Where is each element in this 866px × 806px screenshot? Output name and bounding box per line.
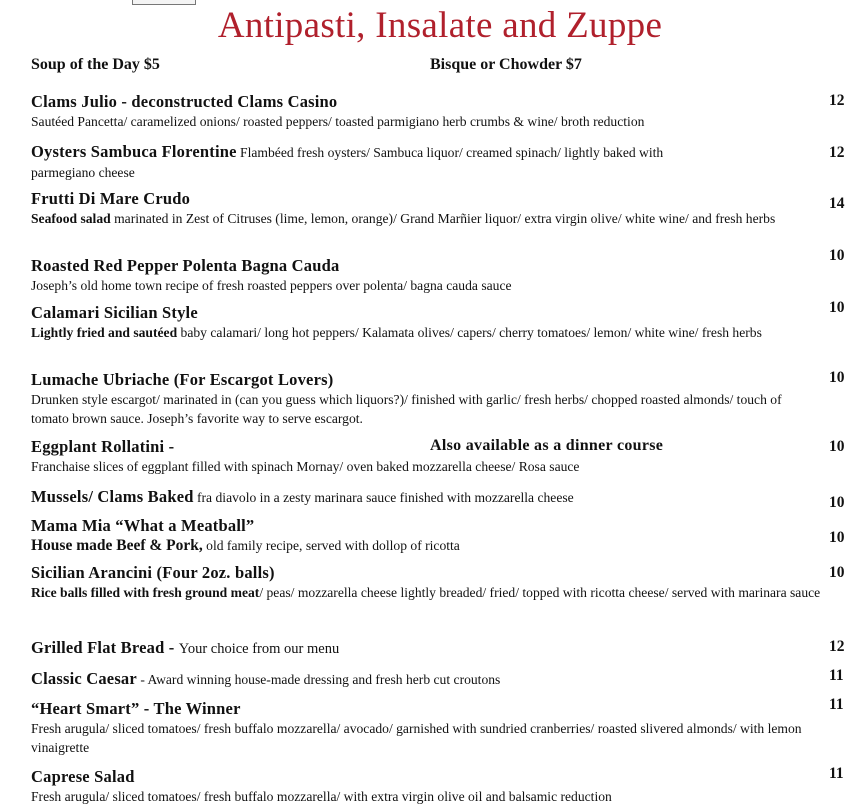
item-desc: Fresh arugula/ sliced tomatoes/ fresh buffalo mozzarella/ avocado/ garnished with sundried cranberries/ roasted slivered almonds/ with lemon vinaigrette: [31, 721, 802, 755]
item-price: 12: [829, 144, 845, 161]
item-price: 11: [829, 696, 844, 713]
item-price: 10: [829, 299, 845, 316]
item-price: 11: [829, 667, 844, 684]
item-name: Calamari Sicilian Style: [31, 303, 198, 322]
item-price: 11: [829, 765, 844, 782]
item-name: Lumache Ubriache (For Escargot Lovers): [31, 370, 334, 389]
item-desc: Joseph’s old home town recipe of fresh roasted peppers over polenta/ bagna cauda sauce: [31, 278, 512, 293]
item-price: 10: [829, 438, 845, 455]
item-name: Mama Mia “What a Meatball”: [31, 516, 255, 535]
item-inline-desc: Flambéed fresh oysters/ Sambuca liquor/ creamed spinach/ lightly baked with: [236, 145, 664, 160]
item-desc: Fresh arugula/ sliced tomatoes/ fresh buffalo mozzarella/ with extra virgin olive oil and balsamic reduction: [31, 789, 612, 804]
item-name: Eggplant Rollatini -: [31, 437, 175, 456]
item-price: 10: [829, 564, 845, 581]
item-price: 10: [829, 247, 845, 264]
item-name: Mussels/ Clams Baked: [31, 487, 194, 506]
item-desc: Drunken style escargot/ marinated in (can you guess which liquors?)/ finished with garlic/ fresh herbs/ chopped roasted almonds/ touch of tomato brown sauce. Joseph’s favorite way to serve escargot.: [31, 392, 782, 426]
page-title: Antipasti, Insalate and Zuppe: [217, 5, 663, 46]
item-inline-desc: fra diavolo in a zesty marinara sauce finished with mozzarella cheese: [193, 490, 574, 505]
item-desc: marinated in Zest of Citruses (lime, lemon, orange)/ Grand Marñier liquor/ extra virgin olive/ white wine/ and fresh herbs: [110, 211, 776, 226]
item-name: Clams Julio - deconstructed Clams Casino: [31, 92, 338, 111]
item-name: Oysters Sambuca Florentine: [31, 142, 237, 161]
item-name: Roasted Red Pepper Polenta Bagna Cauda: [31, 256, 340, 275]
item-name: “Heart Smart” - The Winner: [31, 699, 241, 718]
item-desc: Franchaise slices of eggplant filled with spinach Mornay/ oven baked mozzarella cheese/ Rosa sauce: [31, 459, 580, 474]
item-price: 12: [829, 638, 845, 655]
item-inline-desc: - Award winning house-made dressing and fresh herb cut croutons: [136, 672, 501, 687]
item-desc: baby calamari/ long hot peppers/ Kalamata olives/ capers/ cherry tomatoes/ lemon/ white wine/ fresh herbs: [177, 325, 762, 340]
item-name: Classic Caesar: [31, 669, 137, 688]
item-name: Frutti Di Mare Crudo: [31, 189, 191, 208]
item-price: 10: [829, 494, 845, 511]
menu-item-eggplant-rollatini: [31, 437, 831, 476]
item-name: Grilled Flat Bread -: [31, 638, 179, 657]
menu-item-heart-smart: [31, 699, 831, 757]
item-price: 10: [829, 529, 845, 546]
menu-item-calamari: [31, 303, 831, 342]
menu-item-lumache: [31, 370, 831, 428]
bisque-or-chowder: Bisque or Chowder $7: [430, 56, 582, 73]
item-price: 10: [829, 369, 845, 386]
item-aside: Also available as a dinner course: [430, 437, 664, 454]
menu-item-grilled-flat-bread: [31, 638, 831, 659]
menu-item-classic-caesar: [31, 669, 831, 690]
menu-item-mama-mia-meatball: [31, 516, 831, 556]
menu-item-frutti-di-mare: [31, 189, 831, 228]
soup-of-the-day: Soup of the Day $5: [31, 56, 160, 73]
item-desc-bold: Rice balls filled with fresh ground meat: [31, 585, 260, 600]
menu-item-clams-julio: [31, 92, 831, 131]
item-desc: parmegiano cheese: [31, 165, 135, 180]
item-name: Sicilian Arancini (Four 2oz. balls): [31, 563, 275, 582]
item-desc: Sautéed Pancetta/ caramelized onions/ roasted peppers/ toasted parmigiano herb crumbs & wine/ broth reduction: [31, 114, 645, 129]
item-desc-bold: Lightly fried and sautéed: [31, 325, 178, 340]
item-price: 14: [829, 195, 845, 212]
menu-item-sicilian-arancini: [31, 563, 831, 602]
menu-item-roasted-red-pepper: [31, 256, 831, 295]
menu-item-oysters-sambuca: [31, 142, 831, 182]
item-name: Caprese Salad: [31, 767, 135, 786]
item-desc-bold: Seafood salad: [31, 211, 111, 226]
item-desc-bold: House made Beef & Pork,: [31, 537, 203, 554]
item-price: 12: [829, 92, 845, 109]
item-inline-desc: Your choice from our menu: [178, 641, 340, 657]
menu-item-caprese-salad: [31, 767, 831, 806]
item-desc: old family recipe, served with dollop of ricotta: [202, 538, 460, 553]
item-desc: / peas/ mozzarella cheese lightly breaded/ fried/ topped with ricotta cheese/ served with marinara sauce: [259, 585, 821, 600]
menu-item-mussels-clams: [31, 487, 831, 508]
